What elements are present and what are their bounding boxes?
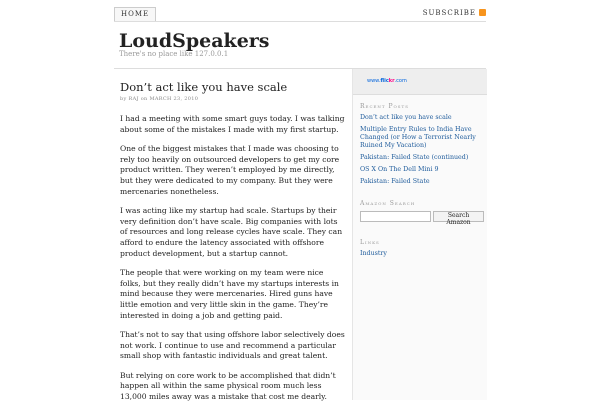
recent-post-link[interactable]: Don’t act like you have scale	[360, 114, 452, 121]
post-paragraph: But relying on core work to be accomplished that didn’t happen all within the same physical room much less 13,000 miles away was a mistake that cost me dearly.	[120, 370, 336, 402]
rss-icon[interactable]	[479, 9, 486, 16]
flickr-logo[interactable]	[380, 78, 394, 84]
recent-post-link[interactable]: Multiple Entry Rules to India Have Changed (or How a Terrorist Nearly Ruined My Vacation)	[360, 126, 476, 149]
post-content	[120, 80, 345, 412]
amazon-search-button[interactable]: Search Amazon	[433, 211, 484, 222]
post-author[interactable]: RAJ	[128, 96, 139, 102]
recent-post-link[interactable]: Pakistan: Failed State	[360, 178, 430, 185]
subscribe-label[interactable]: SUBSCRIBE	[422, 9, 476, 17]
site-title[interactable]: LoudSpeakers	[119, 30, 270, 52]
recent-post-link[interactable]: Pakistan: Failed State (continued)	[360, 154, 469, 161]
post-meta-by: by	[120, 96, 127, 102]
post-title[interactable]: Don’t act like you have scale	[120, 80, 288, 94]
flickr-badge	[353, 69, 487, 95]
links-heading: Links	[360, 239, 380, 246]
sidebar	[352, 69, 487, 400]
subscribe-link[interactable]	[423, 7, 486, 20]
recent-post-link[interactable]: OS X On The Dell Mini 9	[360, 166, 439, 173]
recent-posts-heading: Recent Posts	[360, 103, 409, 110]
post-paragraph: I was acting like my startup had scale. Startups by their very definition don’t have scale. Big companies with lots of resources and long release cycles have scale. They can afford to endure the latency associated with offshore product development, but a startup cannot.	[120, 206, 343, 258]
post-body	[120, 114, 345, 403]
post-meta	[120, 96, 345, 102]
post-paragraph: I had a meeting with some smart guys today. I was talking about some of the mistakes I made with my first startup.	[120, 114, 345, 134]
amazon-search-heading: Amazon Search	[360, 200, 416, 207]
flickr-prefix[interactable]: www.	[367, 78, 381, 84]
amazon-search-input[interactable]	[360, 211, 431, 222]
link-item[interactable]: Industry	[360, 250, 387, 257]
amazon-search-form	[360, 211, 484, 226]
flickr-link[interactable]	[367, 78, 407, 84]
recent-posts-list	[360, 114, 480, 186]
flickr-suffix[interactable]: .com	[394, 78, 407, 84]
site-tagline: There's no place like 127.0.0.1	[119, 50, 229, 58]
post-paragraph: The people that were working on my team were nice folks, but they really didn’t have my startups interests in mind because they were mercenaries. Hired guns have little emotion and very little skin in the game. They’re interested in doing a job and getting paid.	[120, 268, 339, 320]
post-meta-on: on	[140, 96, 148, 102]
post-paragraph: That’s not to say that using offshore labor selectively does not work. I continue to use and recommend a particular small shop with fantastic individuals and great talent.	[120, 330, 345, 361]
flickr-brand-b[interactable]: kr	[388, 78, 395, 84]
post-paragraph: One of the biggest mistakes that I made was choosing to rely too heavily on outsourced developers to get my core product written. They weren’t employed by me directly, but they were dedicated to my company. But they were mercenaries nonetheless.	[120, 144, 340, 196]
post-date: MARCH 23, 2010	[149, 96, 199, 102]
top-navigation	[114, 7, 486, 22]
links-section	[360, 239, 480, 262]
nav-home-link[interactable]: HOME	[114, 7, 156, 21]
links-list	[360, 250, 480, 258]
flickr-brand-a[interactable]: flic	[380, 78, 389, 84]
amazon-search-section	[360, 200, 484, 226]
recent-posts-section	[360, 103, 480, 190]
